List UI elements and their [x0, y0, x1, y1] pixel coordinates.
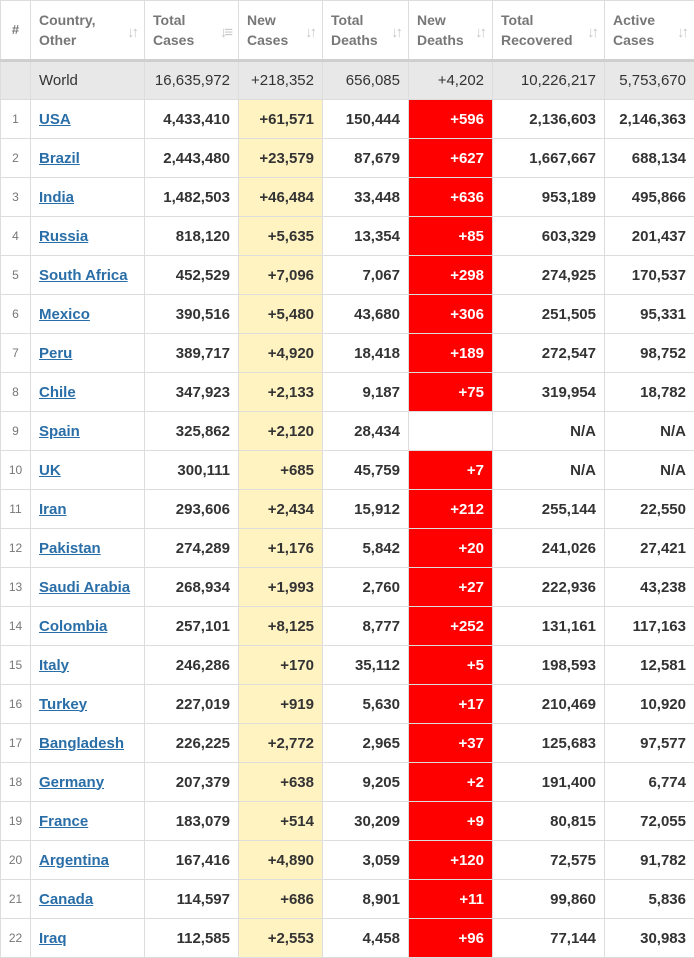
row-index: 5 [1, 256, 31, 295]
country-cell [31, 178, 145, 217]
total-recovered-cell: 10,226,217 [493, 61, 605, 100]
new-deaths-cell: +5 [409, 646, 493, 685]
table-row [1, 334, 694, 373]
new-deaths-cell: +27 [409, 568, 493, 607]
new-cases-cell: +514 [239, 802, 323, 841]
total-recovered-cell: 210,469 [493, 685, 605, 724]
country-cell [31, 334, 145, 373]
column-header-total-cases[interactable] [145, 1, 239, 61]
country-cell [31, 490, 145, 529]
table-row [1, 178, 694, 217]
total-cases-cell: 389,717 [145, 334, 239, 373]
country-cell [31, 217, 145, 256]
total-deaths-cell: 2,760 [323, 568, 409, 607]
country-link[interactable]: France [39, 813, 88, 830]
new-deaths-cell: +636 [409, 178, 493, 217]
country-cell [31, 646, 145, 685]
total-cases-cell: 207,379 [145, 763, 239, 802]
total-deaths-cell: 5,842 [323, 529, 409, 568]
sort-desc-icon[interactable]: ↓≡ [220, 23, 230, 43]
row-index: 21 [1, 880, 31, 919]
new-cases-cell: +1,176 [239, 529, 323, 568]
row-index: 17 [1, 724, 31, 763]
total-recovered-cell: N/A [493, 451, 605, 490]
table-row [1, 373, 694, 412]
active-cases-cell: 495,866 [605, 178, 694, 217]
total-deaths-cell: 15,912 [323, 490, 409, 529]
new-cases-cell: +2,553 [239, 919, 323, 958]
new-cases-cell: +1,993 [239, 568, 323, 607]
active-cases-cell: 95,331 [605, 295, 694, 334]
column-header-label: Total Cases [153, 10, 230, 50]
column-header-label: Total Deaths [331, 10, 400, 50]
active-cases-cell: 5,836 [605, 880, 694, 919]
new-cases-cell: +686 [239, 880, 323, 919]
total-deaths-cell: 43,680 [323, 295, 409, 334]
active-cases-cell: 18,782 [605, 373, 694, 412]
country-link[interactable]: South Africa [39, 267, 128, 284]
new-deaths-cell: +75 [409, 373, 493, 412]
country-link[interactable]: Turkey [39, 696, 87, 713]
active-cases-cell: N/A [605, 451, 694, 490]
total-recovered-cell: 255,144 [493, 490, 605, 529]
new-cases-cell: +23,579 [239, 139, 323, 178]
column-header-total-deaths[interactable] [323, 1, 409, 61]
total-recovered-cell: 72,575 [493, 841, 605, 880]
total-recovered-cell: 191,400 [493, 763, 605, 802]
total-deaths-cell: 4,458 [323, 919, 409, 958]
total-deaths-cell: 87,679 [323, 139, 409, 178]
country-cell [31, 607, 145, 646]
new-deaths-cell: +627 [409, 139, 493, 178]
country-cell [31, 139, 145, 178]
active-cases-cell: 97,577 [605, 724, 694, 763]
active-cases-cell: 22,550 [605, 490, 694, 529]
table-row [1, 451, 694, 490]
sort-arrows-icon[interactable]: ↓↑ [305, 23, 314, 43]
active-cases-cell: 98,752 [605, 334, 694, 373]
new-cases-cell: +685 [239, 451, 323, 490]
total-deaths-cell: 35,112 [323, 646, 409, 685]
total-cases-cell: 300,111 [145, 451, 239, 490]
table-row [1, 529, 694, 568]
total-recovered-cell: 222,936 [493, 568, 605, 607]
table-row [1, 295, 694, 334]
table-row [1, 490, 694, 529]
total-recovered-cell: 125,683 [493, 724, 605, 763]
sort-arrows-icon[interactable]: ↓↑ [587, 23, 596, 43]
country-cell [31, 295, 145, 334]
total-deaths-cell: 18,418 [323, 334, 409, 373]
table-row [1, 646, 694, 685]
total-cases-cell: 818,120 [145, 217, 239, 256]
row-index: 22 [1, 919, 31, 958]
sort-arrows-icon[interactable]: ↓↑ [127, 23, 136, 43]
column-header-label: New Cases [247, 10, 314, 50]
country-cell [31, 763, 145, 802]
country-link[interactable]: India [39, 189, 74, 206]
table-row [1, 256, 694, 295]
table-row [1, 841, 694, 880]
row-index: 12 [1, 529, 31, 568]
new-cases-cell: +2,133 [239, 373, 323, 412]
country-link[interactable]: UK [39, 462, 61, 479]
new-cases-cell: +2,772 [239, 724, 323, 763]
country-cell [31, 880, 145, 919]
country-link[interactable]: USA [39, 111, 71, 128]
row-index: 19 [1, 802, 31, 841]
total-cases-cell: 452,529 [145, 256, 239, 295]
total-cases-cell: 274,289 [145, 529, 239, 568]
active-cases-cell: 688,134 [605, 139, 694, 178]
table-row [1, 724, 694, 763]
new-deaths-cell: +17 [409, 685, 493, 724]
total-recovered-cell: 1,667,667 [493, 139, 605, 178]
column-header-new-cases[interactable] [239, 1, 323, 61]
active-cases-cell: 117,163 [605, 607, 694, 646]
country-link[interactable]: Mexico [39, 306, 90, 323]
table-row [1, 802, 694, 841]
total-cases-cell: 112,585 [145, 919, 239, 958]
new-deaths-cell: +306 [409, 295, 493, 334]
total-deaths-cell: 9,187 [323, 373, 409, 412]
country-link[interactable]: Russia [39, 228, 88, 245]
sort-arrows-icon[interactable]: ↓↑ [677, 23, 686, 43]
row-index: 7 [1, 334, 31, 373]
total-cases-cell: 2,443,480 [145, 139, 239, 178]
new-deaths-cell: +85 [409, 217, 493, 256]
sort-arrows-icon[interactable]: ↓↑ [391, 23, 400, 43]
new-cases-cell: +5,635 [239, 217, 323, 256]
country-link[interactable]: Spain [39, 423, 80, 440]
table-header [1, 1, 694, 61]
new-cases-cell: +919 [239, 685, 323, 724]
sort-arrows-icon[interactable]: ↓↑ [475, 23, 484, 43]
country-cell [31, 841, 145, 880]
active-cases-cell: 91,782 [605, 841, 694, 880]
active-cases-cell: 201,437 [605, 217, 694, 256]
table-row [1, 763, 694, 802]
total-cases-cell: 325,862 [145, 412, 239, 451]
total-cases-cell: 183,079 [145, 802, 239, 841]
total-recovered-cell: 274,925 [493, 256, 605, 295]
total-recovered-cell: 198,593 [493, 646, 605, 685]
new-deaths-cell: +252 [409, 607, 493, 646]
total-cases-cell: 268,934 [145, 568, 239, 607]
total-recovered-cell: 80,815 [493, 802, 605, 841]
row-index: 8 [1, 373, 31, 412]
active-cases-cell: 2,146,363 [605, 100, 694, 139]
total-cases-cell: 16,635,972 [145, 61, 239, 100]
table-row [1, 685, 694, 724]
total-deaths-cell: 3,059 [323, 841, 409, 880]
row-index: 11 [1, 490, 31, 529]
total-deaths-cell: 5,630 [323, 685, 409, 724]
column-header-label: Country, Other [39, 10, 136, 50]
total-cases-cell: 390,516 [145, 295, 239, 334]
country-cell [31, 529, 145, 568]
row-index: 13 [1, 568, 31, 607]
row-index: 6 [1, 295, 31, 334]
active-cases-cell: 27,421 [605, 529, 694, 568]
row-index: 1 [1, 100, 31, 139]
row-index: 2 [1, 139, 31, 178]
total-recovered-cell: 131,161 [493, 607, 605, 646]
row-index: 14 [1, 607, 31, 646]
total-recovered-cell: 77,144 [493, 919, 605, 958]
row-index: 9 [1, 412, 31, 451]
total-cases-cell: 167,416 [145, 841, 239, 880]
new-deaths-cell: +11 [409, 880, 493, 919]
column-header-new-deaths[interactable] [409, 1, 493, 61]
country-link[interactable]: Bangladesh [39, 735, 124, 752]
new-cases-cell: +2,120 [239, 412, 323, 451]
new-deaths-cell: +596 [409, 100, 493, 139]
total-recovered-cell: 251,505 [493, 295, 605, 334]
total-deaths-cell: 7,067 [323, 256, 409, 295]
new-cases-cell: +2,434 [239, 490, 323, 529]
country-cell [31, 100, 145, 139]
total-deaths-cell: 30,209 [323, 802, 409, 841]
country-name: World [31, 61, 145, 100]
active-cases-cell: 30,983 [605, 919, 694, 958]
table-body [1, 61, 694, 958]
country-cell [31, 451, 145, 490]
country-cell [31, 373, 145, 412]
total-recovered-cell: N/A [493, 412, 605, 451]
table-row [1, 139, 694, 178]
country-cell [31, 568, 145, 607]
total-deaths-cell: 2,965 [323, 724, 409, 763]
active-cases-cell: 72,055 [605, 802, 694, 841]
total-cases-cell: 4,433,410 [145, 100, 239, 139]
row-index: 15 [1, 646, 31, 685]
column-header-active-cases[interactable] [605, 1, 694, 61]
table-row [1, 568, 694, 607]
row-index: 20 [1, 841, 31, 880]
total-deaths-cell: 656,085 [323, 61, 409, 100]
total-cases-cell: 347,923 [145, 373, 239, 412]
active-cases-cell: 12,581 [605, 646, 694, 685]
table-row [1, 412, 694, 451]
total-recovered-cell: 272,547 [493, 334, 605, 373]
new-cases-cell: +46,484 [239, 178, 323, 217]
total-deaths-cell: 13,354 [323, 217, 409, 256]
row-index: 10 [1, 451, 31, 490]
row-index: 4 [1, 217, 31, 256]
new-cases-cell: +218,352 [239, 61, 323, 100]
column-header-label: Active Cases [613, 10, 686, 50]
country-link[interactable]: Brazil [39, 150, 80, 167]
total-deaths-cell: 45,759 [323, 451, 409, 490]
country-cell [31, 919, 145, 958]
new-deaths-cell: +298 [409, 256, 493, 295]
row-index: 16 [1, 685, 31, 724]
new-cases-cell: +4,920 [239, 334, 323, 373]
total-recovered-cell: 319,954 [493, 373, 605, 412]
total-cases-cell: 1,482,503 [145, 178, 239, 217]
country-cell [31, 802, 145, 841]
country-cell [31, 256, 145, 295]
column-header-index[interactable]: # [1, 1, 31, 61]
country-link[interactable]: Peru [39, 345, 72, 362]
new-cases-cell: +61,571 [239, 100, 323, 139]
country-link[interactable]: Canada [39, 891, 93, 908]
total-recovered-cell: 99,860 [493, 880, 605, 919]
new-cases-cell: +170 [239, 646, 323, 685]
new-deaths-cell: +20 [409, 529, 493, 568]
active-cases-cell: N/A [605, 412, 694, 451]
row-index [1, 61, 31, 100]
table-row [1, 217, 694, 256]
country-link[interactable]: Germany [39, 774, 104, 791]
new-deaths-cell: +4,202 [409, 61, 493, 100]
total-recovered-cell: 953,189 [493, 178, 605, 217]
column-header-country[interactable] [31, 1, 145, 61]
new-cases-cell: +5,480 [239, 295, 323, 334]
country-link[interactable]: Chile [39, 384, 76, 401]
new-deaths-cell: +189 [409, 334, 493, 373]
total-deaths-cell: 28,434 [323, 412, 409, 451]
total-cases-cell: 227,019 [145, 685, 239, 724]
country-cell [31, 724, 145, 763]
new-deaths-cell: +9 [409, 802, 493, 841]
country-link[interactable]: Saudi Arabia [39, 579, 130, 596]
column-header-label: New Deaths [417, 10, 484, 50]
total-deaths-cell: 150,444 [323, 100, 409, 139]
active-cases-cell: 6,774 [605, 763, 694, 802]
total-recovered-cell: 241,026 [493, 529, 605, 568]
new-cases-cell: +638 [239, 763, 323, 802]
column-header-total-recovered[interactable] [493, 1, 605, 61]
country-cell [31, 685, 145, 724]
new-cases-cell: +8,125 [239, 607, 323, 646]
country-cell [31, 412, 145, 451]
column-header-label: Total Recovered [501, 10, 596, 50]
row-index: 3 [1, 178, 31, 217]
table-row [1, 100, 694, 139]
total-recovered-cell: 603,329 [493, 217, 605, 256]
total-cases-cell: 114,597 [145, 880, 239, 919]
new-deaths-cell: +96 [409, 919, 493, 958]
total-deaths-cell: 33,448 [323, 178, 409, 217]
world-row [1, 61, 694, 100]
total-recovered-cell: 2,136,603 [493, 100, 605, 139]
new-deaths-cell: +2 [409, 763, 493, 802]
country-link[interactable]: Italy [39, 657, 69, 674]
new-deaths-cell: +212 [409, 490, 493, 529]
new-cases-cell: +4,890 [239, 841, 323, 880]
new-cases-cell: +7,096 [239, 256, 323, 295]
total-cases-cell: 246,286 [145, 646, 239, 685]
row-index: 18 [1, 763, 31, 802]
country-link[interactable]: Pakistan [39, 540, 101, 557]
active-cases-cell: 5,753,670 [605, 61, 694, 100]
total-deaths-cell: 8,901 [323, 880, 409, 919]
country-link[interactable]: Colombia [39, 618, 107, 635]
country-link[interactable]: Iraq [39, 930, 67, 947]
active-cases-cell: 43,238 [605, 568, 694, 607]
country-link[interactable]: Iran [39, 501, 67, 518]
active-cases-cell: 10,920 [605, 685, 694, 724]
total-cases-cell: 226,225 [145, 724, 239, 763]
total-deaths-cell: 8,777 [323, 607, 409, 646]
active-cases-cell: 170,537 [605, 256, 694, 295]
table-row [1, 880, 694, 919]
total-deaths-cell: 9,205 [323, 763, 409, 802]
table-row [1, 919, 694, 958]
table-row [1, 607, 694, 646]
new-deaths-cell: +7 [409, 451, 493, 490]
new-deaths-cell: +120 [409, 841, 493, 880]
total-cases-cell: 257,101 [145, 607, 239, 646]
new-deaths-cell [409, 412, 493, 451]
total-cases-cell: 293,606 [145, 490, 239, 529]
country-link[interactable]: Argentina [39, 852, 109, 869]
new-deaths-cell: +37 [409, 724, 493, 763]
